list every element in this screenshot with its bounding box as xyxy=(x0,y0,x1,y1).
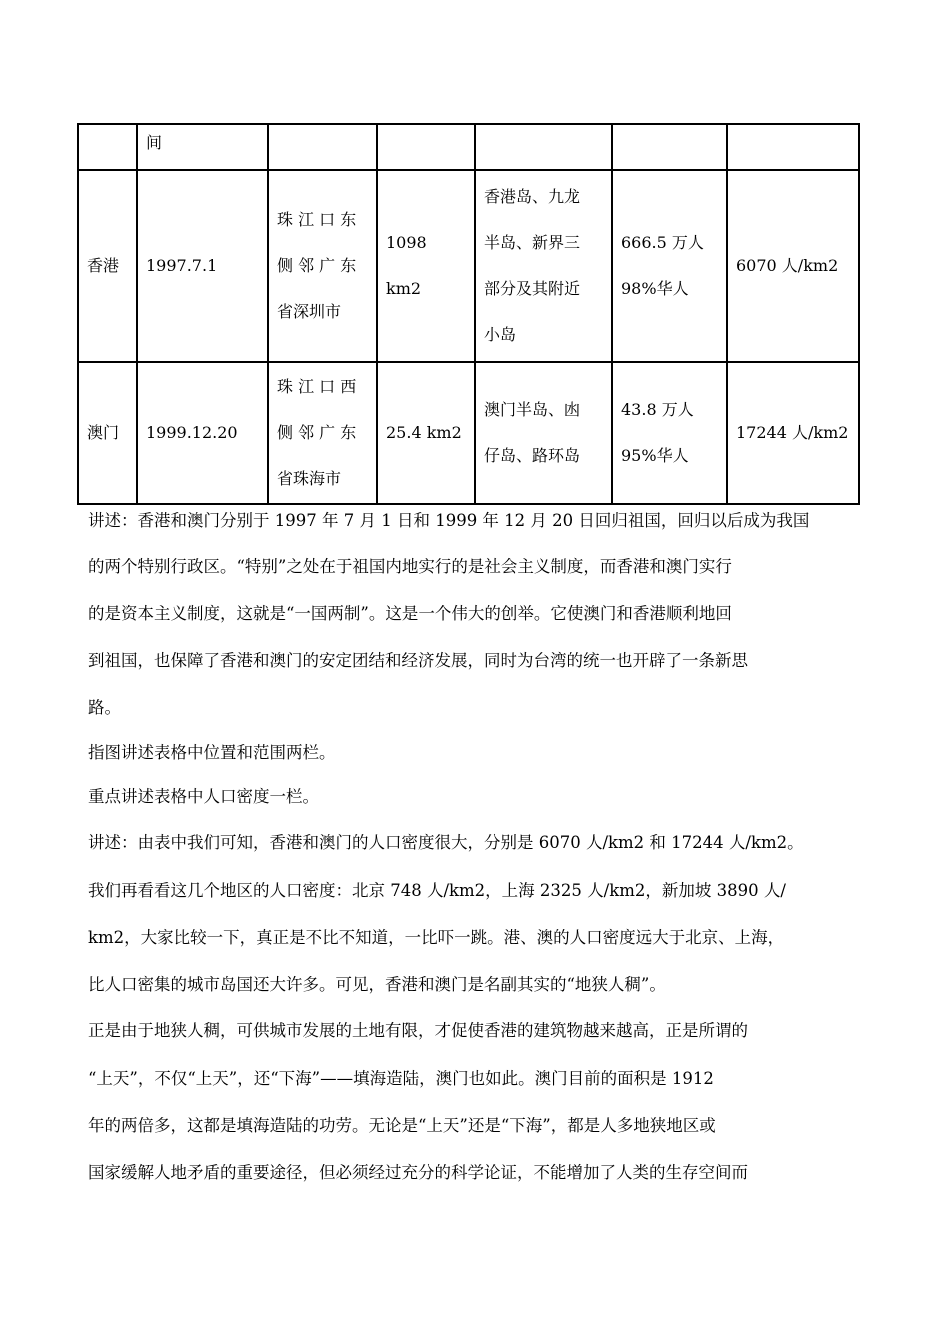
table-cell xyxy=(612,124,727,170)
table-cell xyxy=(78,124,137,170)
area-cell: 1098 km2 xyxy=(377,170,475,362)
text-line: 年的两倍多，这都是填海造陆的功劳。无论是“上天”还是“下海”，都是人多地狭地区或 xyxy=(88,1116,716,1135)
date-cell: 1997.7.1 xyxy=(137,170,268,362)
text-line: 的两个特别行政区。“特别”之处在于祖国内地实行的是社会主义制度，而香港和澳门实行 xyxy=(88,557,732,576)
table-cell xyxy=(475,124,612,170)
table-row xyxy=(78,170,859,362)
region-cell: 澳门 xyxy=(78,362,137,504)
table-cell xyxy=(268,124,377,170)
population-cell: 666.5 万人 98%华人 xyxy=(612,170,727,362)
text-line: “上天”，不仅“上天”，还“下海”——填海造陆，澳门也如此。澳门目前的面积是 1912 xyxy=(88,1069,714,1088)
location-cell: 珠 江 口 西 侧 邻 广 东 省珠海市 xyxy=(268,362,377,504)
text-line: 正是由于地狭人稠，可供城市发展的土地有限，才促使香港的建筑物越来越高，正是所谓的 xyxy=(88,1021,748,1040)
table-row xyxy=(78,362,859,504)
table-cell: 间 xyxy=(137,124,268,170)
text-line: 国家缓解人地矛盾的重要途径，但必须经过充分的科学论证，不能增加了人类的生存空间而 xyxy=(88,1163,748,1182)
text-line: 到祖国，也保障了香港和澳门的安定团结和经济发展，同时为台湾的统一也开辟了一条新思 xyxy=(88,651,748,670)
region-cell: 香港 xyxy=(78,170,137,362)
date-cell: 1999.12.20 xyxy=(137,362,268,504)
scope-cell: 澳门半岛、凼 仔岛、路环岛 xyxy=(475,362,612,504)
text-line: 重点讲述表格中人口密度一栏。 xyxy=(88,787,319,806)
text-line: 讲述：由表中我们可知，香港和澳门的人口密度很大，分别是 6070 人/km2 和 17244 人/km2。 xyxy=(88,833,804,852)
text-line: 路。 xyxy=(88,698,121,717)
table-cell xyxy=(727,124,859,170)
text-line: km2，大家比较一下，真正是不比不知道，一比吓一跳。港、澳的人口密度远大于北京、上海， xyxy=(88,928,785,947)
text-line: 指图讲述表格中位置和范围两栏。 xyxy=(88,743,336,762)
text-line: 讲述：香港和澳门分别于 1997 年 7 月 1 日和 1999 年 12 月 20 日回归祖国，回归以后成为我国 xyxy=(88,511,810,530)
density-cell: 6070 人/km2 xyxy=(727,170,859,362)
population-cell: 43.8 万人 95%华人 xyxy=(612,362,727,504)
area-cell: 25.4 km2 xyxy=(377,362,475,504)
table-row xyxy=(78,124,859,170)
text-line: 的是资本主义制度，这就是“一国两制”。这是一个伟大的创举。它使澳门和香港顺利地回 xyxy=(88,604,732,623)
scope-cell: 香港岛、九龙 半岛、新界三 部分及其附近 小岛 xyxy=(475,170,612,362)
density-cell: 17244 人/km2 xyxy=(727,362,859,504)
text-line: 我们再看看这几个地区的人口密度：北京 748 人/km2，上海 2325 人/km2，新加坡 3890 人/ xyxy=(88,881,786,900)
text-line: 比人口密集的城市岛国还大许多。可见，香港和澳门是名副其实的“地狭人稠”。 xyxy=(88,975,666,994)
sar-table xyxy=(77,123,860,505)
table-cell xyxy=(377,124,475,170)
location-cell: 珠 江 口 东 侧 邻 广 东 省深圳市 xyxy=(268,170,377,362)
